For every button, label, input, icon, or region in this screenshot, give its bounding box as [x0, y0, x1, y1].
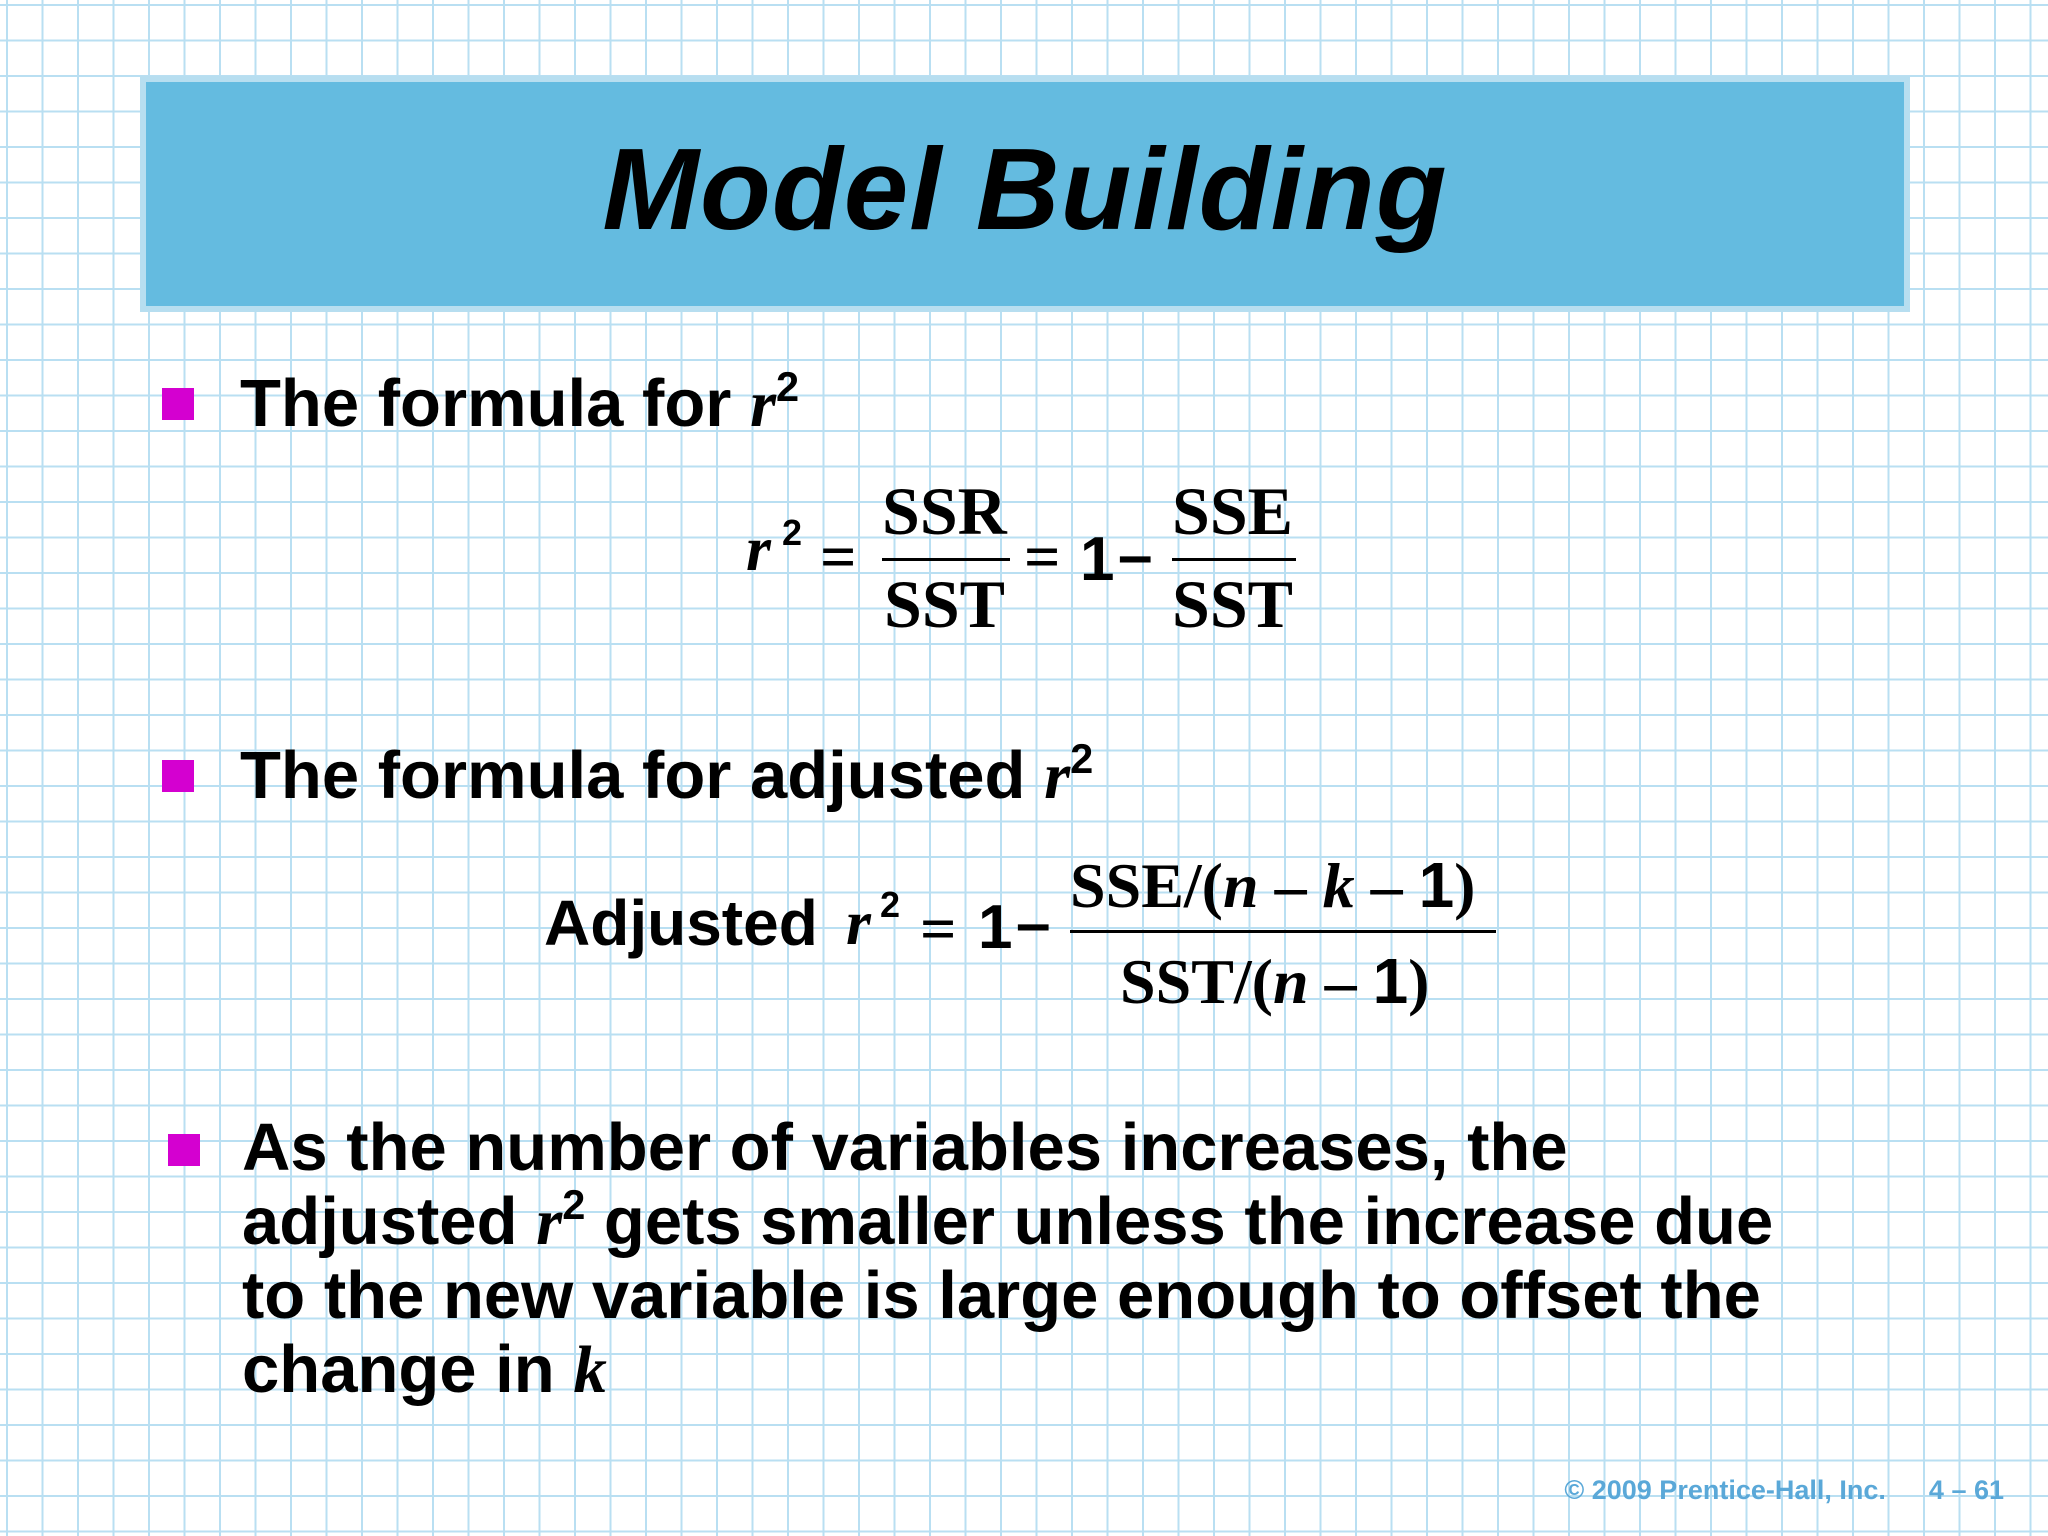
- formula2-sup: 2: [880, 884, 901, 925]
- formula2-equals: =: [920, 893, 957, 964]
- bullet-marker: [162, 388, 194, 420]
- title-bar: [140, 76, 1910, 312]
- formula1-one: 1: [1080, 525, 1115, 594]
- footer: [1564, 1475, 2004, 1506]
- footer-page-number: 4 – 61: [1928, 1475, 2004, 1505]
- bullet-text-3-line-4: change in k: [242, 1332, 607, 1407]
- formula1-equals-1: =: [820, 521, 857, 592]
- formula1-frac1-denominator: SST: [884, 566, 1005, 642]
- formula1-frac2-numerator: SSE: [1172, 473, 1293, 549]
- slide-title: Model Building: [602, 124, 1448, 254]
- formula2-numerator: SSE/(n – k – 1): [1070, 849, 1476, 921]
- formula2-label: Adjusted: [544, 887, 818, 959]
- formula2-minus: –: [1016, 889, 1051, 958]
- bullet-marker: [168, 1134, 200, 1166]
- bullet-text-1: The formula for $r^2$: [240, 362, 800, 441]
- bullet-text-3-line-1: As the number of variables increases, the: [242, 1110, 1568, 1185]
- formula1-lhs-sup: 2: [782, 512, 803, 553]
- footer-copyright: © 2009 Prentice-Hall, Inc.: [1564, 1475, 1886, 1505]
- formula1-lhs-var: r: [746, 513, 771, 584]
- formula1-minus: –: [1118, 521, 1153, 590]
- formula2-var: r: [846, 887, 871, 958]
- bullet-text-2: The formula for adjusted $r^2$: [240, 734, 1094, 813]
- formula2-denominator: SST/(n – 1): [1120, 945, 1430, 1017]
- formula1-equals-2: =: [1024, 521, 1061, 592]
- formula1-frac1-numerator: SSR: [882, 473, 1007, 549]
- formula1-frac2-line: [1172, 558, 1296, 561]
- bullet-marker: [162, 760, 194, 792]
- bullet-text-3-line-3: to the new variable is large enough to offset the: [242, 1258, 1761, 1333]
- formula1-frac2-denominator: SST: [1172, 566, 1293, 642]
- formula2-one: 1: [978, 893, 1013, 962]
- bullet-text-3-line-2: adjusted $r^2$ gets smaller unless the increase due: [242, 1180, 1774, 1259]
- formula1-frac1-line: [882, 558, 1010, 561]
- formula2-frac-line: [1070, 930, 1496, 933]
